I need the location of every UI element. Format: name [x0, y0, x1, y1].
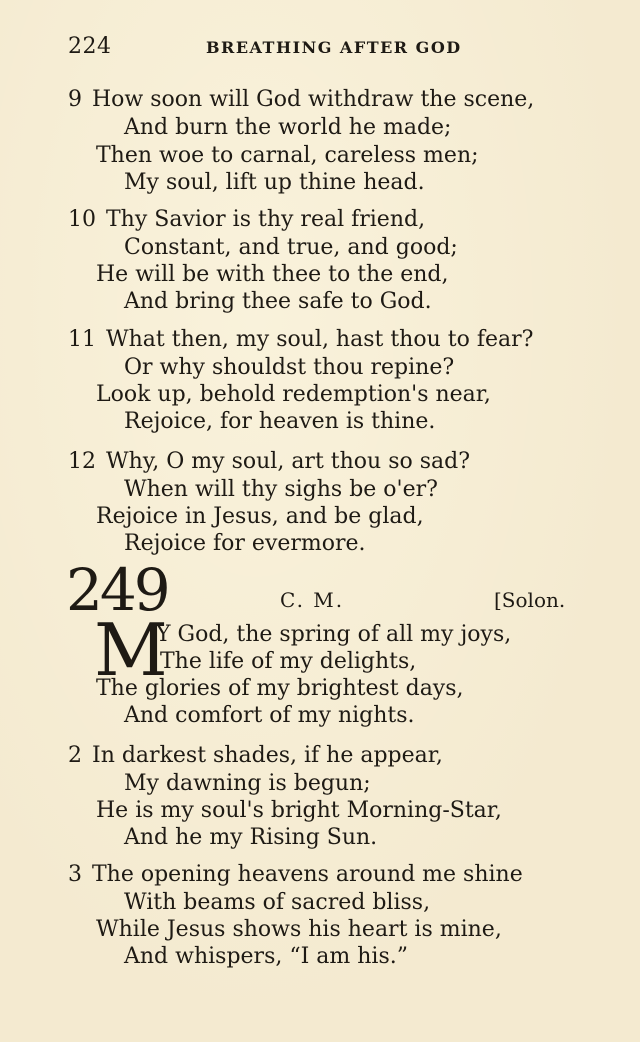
stanza-number: 9 [68, 87, 82, 112]
verse-line: And he my Rising Sun. [124, 825, 378, 850]
verse-line: The opening heavens around me shine [92, 862, 523, 887]
verse-line: Rejoice for evermore. [124, 531, 366, 556]
verse-line: My soul, lift up thine head. [124, 170, 425, 195]
stanza-10-line-1 [68, 206, 425, 234]
stanza-11-line-1 [68, 326, 533, 354]
verse-line: Or why shouldst thou repine? [124, 355, 455, 380]
verse-line: What then, my soul, hast thou to fear? [106, 327, 534, 352]
verse-line: How soon will God withdraw the scene, [92, 87, 535, 112]
stanza-number: 11 [68, 327, 96, 352]
hymn-meter: C. M. [280, 588, 345, 612]
verse-line: The life of my delights, [160, 649, 417, 674]
verse-line: My dawning is begun; [124, 771, 371, 796]
running-title: BREATHING AFTER GOD [206, 38, 462, 57]
verse-line: Thy Savior is thy real friend, [106, 207, 426, 232]
verse-line: Rejoice, for heaven is thine. [124, 409, 436, 434]
page-number: 224 [68, 34, 112, 59]
hymn-number: 249 [66, 556, 168, 624]
verse-line: Constant, and true, and good; [124, 235, 458, 260]
verse-line: Then woe to carnal, careless men; [96, 143, 479, 168]
verse-line: In darkest shades, if he appear, [92, 743, 443, 768]
stanza-number: 2 [68, 743, 82, 768]
verse-line: He will be with thee to the end, [96, 262, 449, 287]
stanza-2-line-1 [68, 742, 443, 770]
verse-line: While Jesus shows his heart is mine, [96, 917, 502, 942]
verse-line: Why, O my soul, art thou so sad? [106, 449, 471, 474]
stanza-12-line-1 [68, 448, 470, 476]
page-header [68, 34, 508, 64]
verse-line: He is my soul's bright Morning-Star, [96, 798, 502, 823]
verse-line: Look up, behold redemption's near, [96, 382, 491, 407]
verse-line: With beams of sacred bliss, [124, 890, 431, 915]
hymn-tune: [Solon. [494, 588, 566, 612]
verse-line: And burn the world he made; [124, 115, 452, 140]
stanza-3-line-1 [68, 861, 523, 889]
verse-line: And comfort of my nights. [124, 703, 415, 728]
verse-line: And whispers, “I am his.” [124, 944, 408, 969]
stanza-number: 3 [68, 862, 82, 887]
verse-line: When will thy sighs be o'er? [124, 477, 438, 502]
verse-line: Y God, the spring of all my joys, [156, 622, 512, 647]
verse-line: Rejoice in Jesus, and be glad, [96, 504, 424, 529]
stanza-9-line-1 [68, 86, 534, 114]
verse-line: The glories of my brightest days, [96, 676, 464, 701]
stanza-number: 12 [68, 449, 96, 474]
stanza-number: 10 [68, 207, 96, 232]
verse-line: And bring thee safe to God. [124, 289, 432, 314]
drop-cap: M [94, 608, 168, 692]
